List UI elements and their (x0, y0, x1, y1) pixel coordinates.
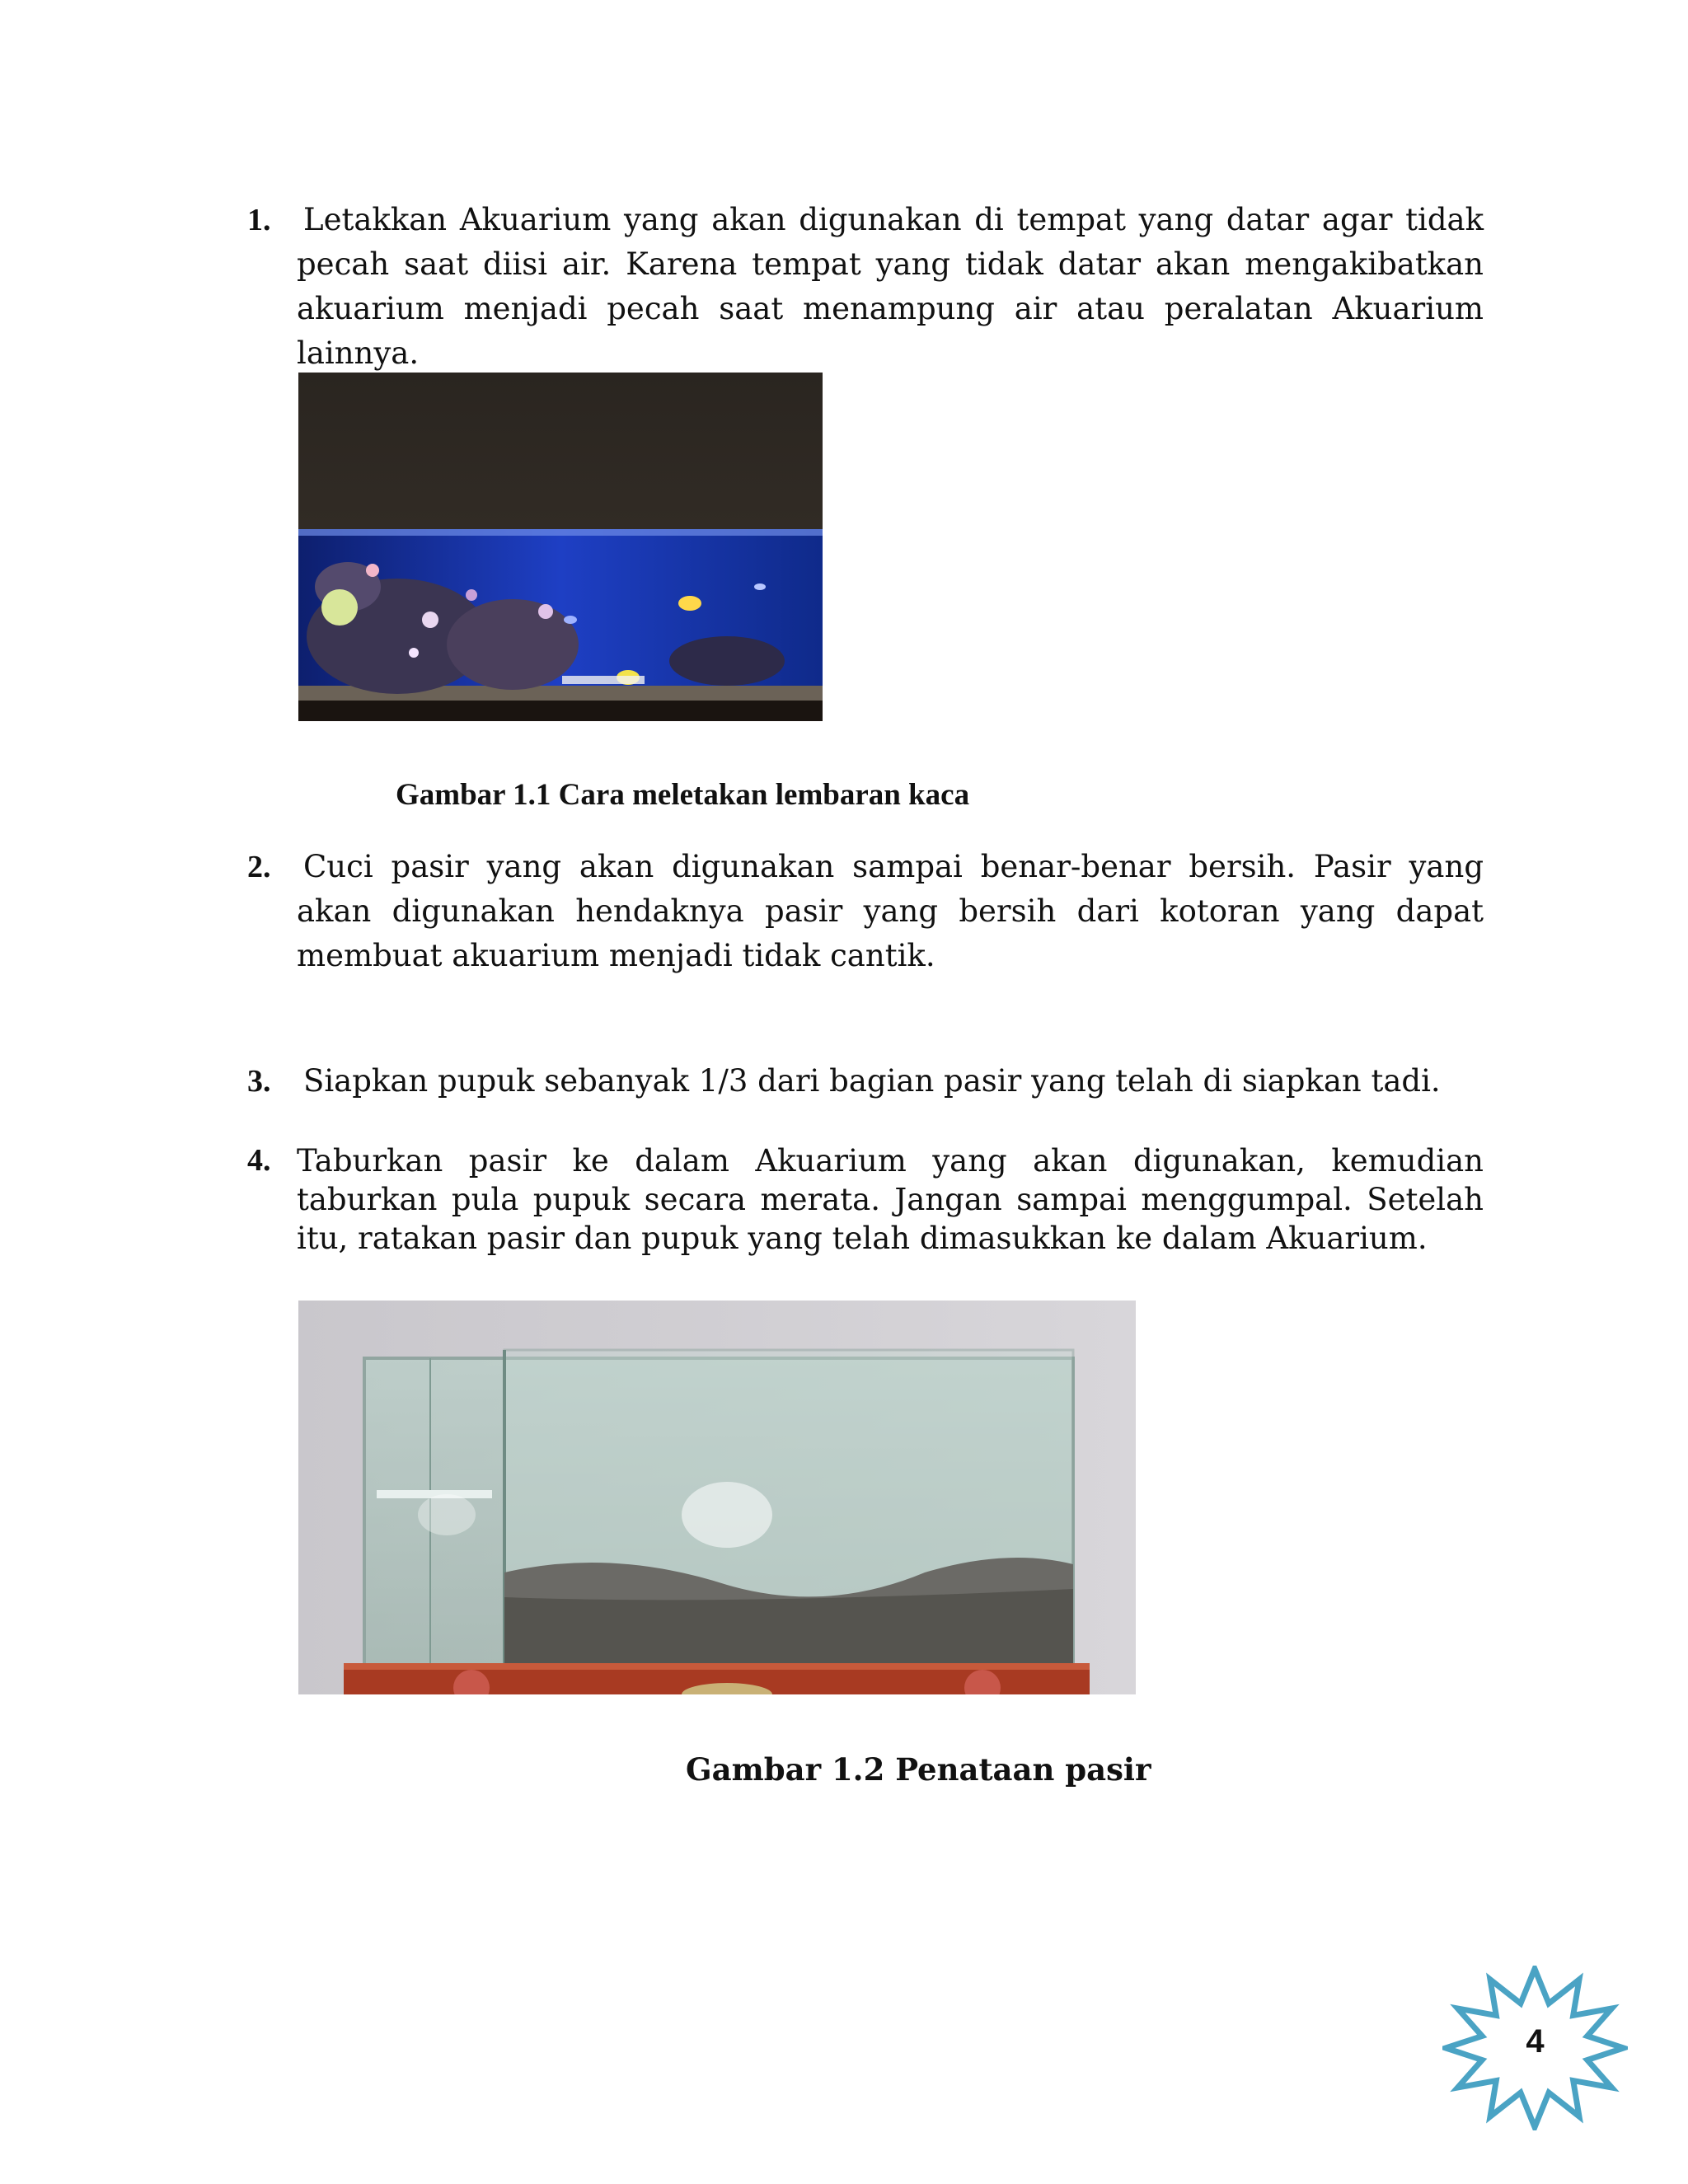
step-3-number: 3. (247, 1064, 271, 1099)
step-1-text: Letakkan Akuarium yang akan digunakan di tempat yang datar agar tidak pecah saat diisi air. Karena tempat yang tidak datar akan mengakibatkan akuarium menjadi pecah saat menampung air atau peralatan Akuarium lainnya. (297, 202, 1484, 371)
aquarium-photo-2 (298, 1301, 1136, 1694)
step-2 (247, 845, 1484, 978)
step-3-text: Siapkan pupuk sebanyak 1/3 dari bagian pasir yang telah di siapkan tadi. (303, 1063, 1441, 1099)
figure-1-caption: Gambar 1.1 Cara meletakan lembaran kaca (396, 778, 970, 812)
step-2-text: Cuci pasir yang akan digunakan sampai benar-benar bersih. Pasir yang akan digunakan hendaknya pasir yang bersih dari kotoran yang dapat membuat akuarium menjadi tidak cantik. (297, 849, 1484, 973)
step-4-text: Taburkan pasir ke dalam Akuarium yang akan digunakan, kemudian taburkan pula pupuk secara merata. Jangan sampai menggumpal. Setelah itu, ratakan pasir dan pupuk yang telah dimasukkan ke dalam Akuarium. (297, 1143, 1484, 1256)
step-3 (247, 1059, 1484, 1104)
step-1-number: 1. (247, 203, 271, 237)
step-4 (247, 1141, 1484, 1258)
page-number: 4 (1526, 2023, 1545, 2060)
step-4-number: 4. (247, 1143, 271, 1178)
step-1 (247, 198, 1484, 376)
step-2-number: 2. (247, 850, 271, 884)
aquarium-photo-1 (298, 373, 823, 721)
figure-2-caption: Gambar 1.2 Penataan pasir (686, 1751, 1151, 1788)
